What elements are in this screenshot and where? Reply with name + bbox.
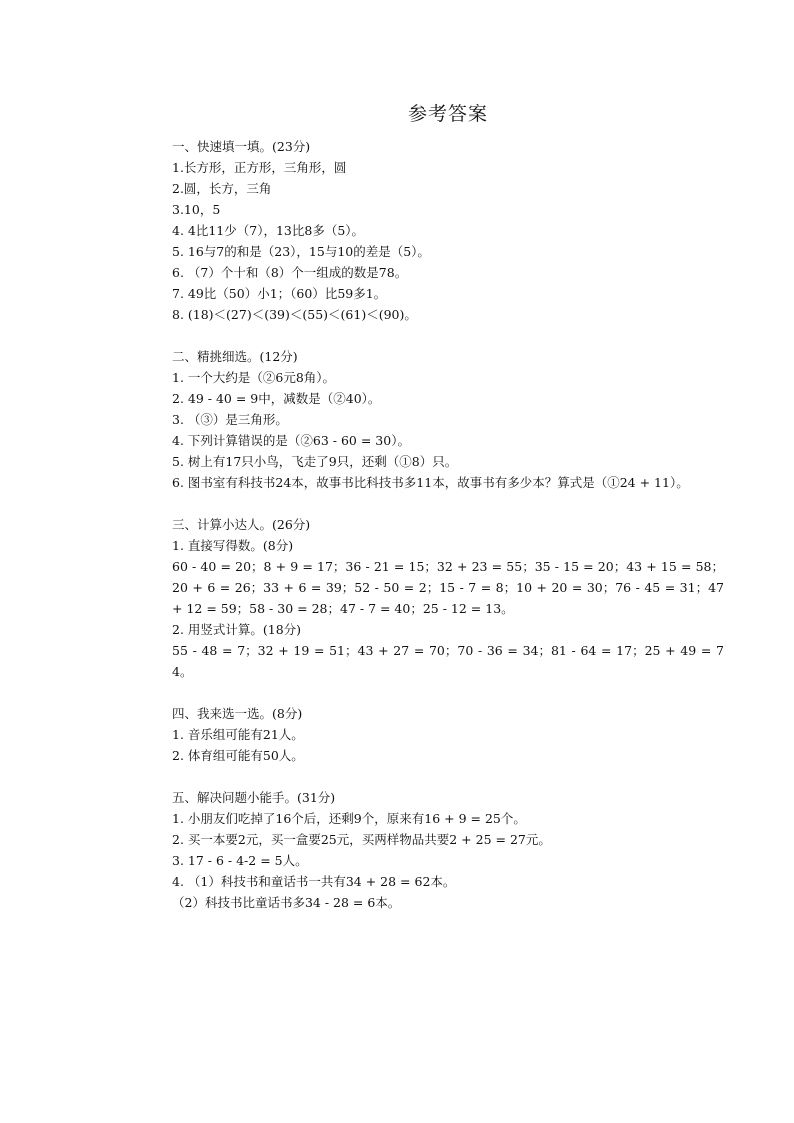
section-problem-solving <box>172 787 724 913</box>
section-heading: 一、快速填一填。(23分) <box>172 139 311 154</box>
answer-line: 1.长方形，正方形，三角形，圆 <box>172 160 347 175</box>
answer-line: 2.圆，长方，三角 <box>172 181 272 196</box>
answer-line: 2. 买一本要2元，买一盒要25元，买两样物品共要2 + 25 = 27元。 <box>172 832 551 847</box>
section-heading: 三、计算小达人。(26分) <box>172 517 311 532</box>
answer-paragraph: 55 - 48 = 7；32 + 19 = 51；43 + 27 = 70；70 - 36 = 34；81 - 64 = 17；25 + 49 = 74。 <box>172 643 724 679</box>
subsection-heading: 1. 直接写得数。(8分) <box>172 538 294 553</box>
answer-line: 4. （1）科技书和童话书一共有34 + 28 = 62本。 <box>172 874 456 889</box>
section-heading: 五、解决问题小能手。(31分) <box>172 790 336 805</box>
answer-line: 4. 下列计算错误的是（②63 - 60 = 30）。 <box>172 433 410 448</box>
answer-line: 6. 图书室有科技书24本，故事书比科技书多11本，故事书有多少本？算式是（①24 + 11）。 <box>172 475 689 490</box>
answer-line: 3. （③）是三角形。 <box>172 412 288 427</box>
answer-line: 3.10，5 <box>172 202 221 217</box>
subsection-heading: 2. 用竖式计算。(18分) <box>172 622 302 637</box>
answer-line: 4. 4比11少（7），13比8多（5）。 <box>172 223 365 238</box>
section-fill-in <box>172 136 724 325</box>
answer-line: 1. 音乐组可能有21人。 <box>172 727 304 742</box>
answer-line: 3. 17 - 6 - 4-2 = 5人。 <box>172 853 308 868</box>
answer-line: 1. 一个大约是（②6元8角）。 <box>172 370 336 385</box>
answer-line: 7. 49比（50）小1；（60）比59多1。 <box>172 286 387 301</box>
answer-key-page <box>172 100 724 934</box>
answer-line: 1. 小朋友们吃掉了16个后，还剩9个，原来有16 + 9 = 25个。 <box>172 811 526 826</box>
section-multiple-choice <box>172 346 724 493</box>
answer-line: 5. 树上有17只小鸟，飞走了9只，还剩（①8）只。 <box>172 454 458 469</box>
section-heading: 二、精挑细选。(12分) <box>172 349 298 364</box>
answer-line: 5. 16与7的和是（23），15与10的差是（5）。 <box>172 244 430 259</box>
answer-line: 8. (18)＜(27)＜(39)＜(55)＜(61)＜(90)。 <box>172 307 417 322</box>
section-choose <box>172 703 724 766</box>
answer-paragraph: 60 - 40 = 20；8 + 9 = 17；36 - 21 = 15；32 + 23 = 55；35 - 15 = 20；43 + 15 = 58；20 + 6 = 26；33 + 6 = 39；52 - 50 = 2；15 - 7 = 8；10 + 20 = 30；76 - 45 = 31；47 + 12 = 59；58 - 30 = 28；47 - 7 = 40；25 - 12 = 13。 <box>172 559 724 616</box>
page-title: 参考答案 <box>407 103 488 125</box>
answer-line: 6. （7）个十和（8）个一组成的数是78。 <box>172 265 408 280</box>
section-heading: 四、我来选一选。(8分) <box>172 706 303 721</box>
answer-line: （2）科技书比童话书多34 - 28 = 6本。 <box>172 895 401 910</box>
answer-line: 2. 49 - 40 = 9中，减数是（②40）。 <box>172 391 381 406</box>
answer-line: 2. 体育组可能有50人。 <box>172 748 304 763</box>
section-calculation <box>172 514 724 682</box>
